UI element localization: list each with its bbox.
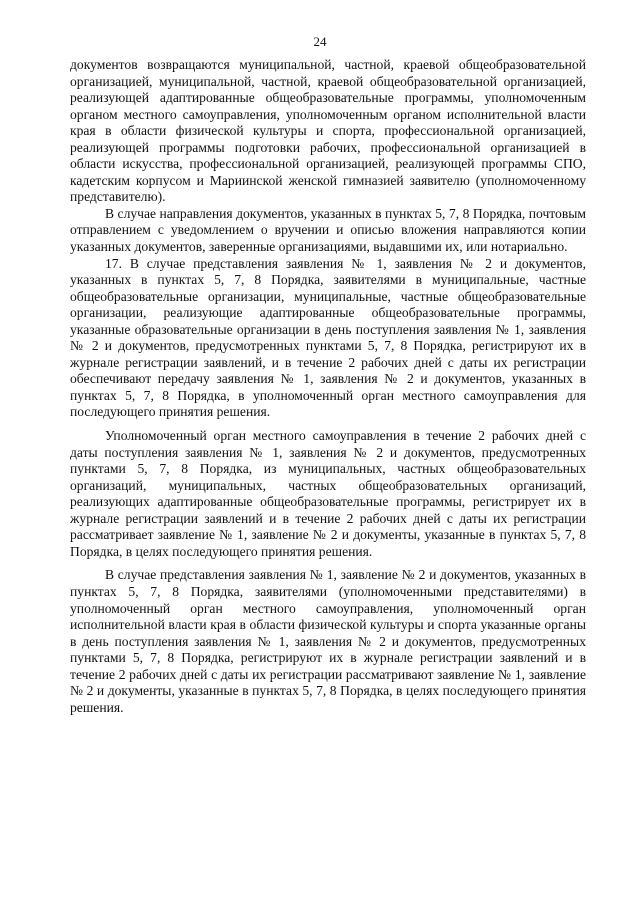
document-body (70, 57, 586, 716)
paragraph-continuation: документов возвращаются муниципальной, частной, краевой общеобразовательной организацией, муниципальной, частной, краевой общеобразовательной организацией, реализующей адаптированные общеобразовательные программы, уполномоченным органом местного самоуправления, уполномоченным органом исполнительной власти края в области физической культуры и спорта, профессиональной организацией, реализующей программы подготовки рабочих, профессиональной организацией в области искусства, профессиональной организацией, реализующей программы СПО, кадетским корпусом и Мариинской женской гимназией заявителю (уполномоченному представителю). (70, 57, 586, 205)
paragraph-authorized-representatives: В случае представления заявления № 1, заявление № 2 и документов, указанных в пунктах 5, 7, 8 Порядка, заявителями (уполномоченными представителями) в уполномоченный орган местного самоуправления, уполномоченный орган исполнительной власти края в области физической культуры и спорта указанные органы в день поступления заявления № 1, заявления № 2 и документов, предусмотренных пунктами 5, 7, 8 Порядка, регистрируют их в журнале регистрации заявлений и в течение 2 рабочих дней с даты их регистрации рассматривают заявление № 1, заявление № 2 и документы, указанные в пунктах 5, 7, 8 Порядка, в целях последующего принятия решения. (70, 567, 586, 715)
paragraph-local-authority: Уполномоченный орган местного самоуправления в течение 2 рабочих дней с даты поступления заявления № 1, заявления № 2 и документов, предусмотренных пунктами 5, 7, 8 Порядка, из муниципальных, частных общеобразовательных организаций, муниципальных, частных общеобразовательных организаций, реализующих адаптированные общеобразовательные программы, регистрирует их в журнале регистрации заявлений и в течение 2 рабочих дней с даты их регистрации рассматривает заявление № 1, заявление № 2 и документы, указанные в пунктах 5, 7, 8 Порядка, в целях последующего принятия решения. (70, 428, 586, 559)
page-number: 24 (313, 34, 327, 49)
paragraph-postal-submission: В случае направления документов, указанных в пунктах 5, 7, 8 Порядка, почтовым отправлением с уведомлением о вручении и описью вложения направляются копии указанных документов, заверенные организациями, выдавшими их, или нотариально. (70, 205, 586, 255)
paragraph-clause-17: 17. В случае представления заявления № 1, заявления № 2 и документов, указанных в пунктах 5, 7, 8 Порядка, заявителями в муниципальные, частные общеобразовательные организации, муниципальные, частные общеобразовательные организации, реализующие адаптированные общеобразовательные программы, указанные образовательные организации в день поступления заявления № 1, заявления № 2 и документов, предусмотренных пунктами 5, 7, 8 Порядка, регистрируют их в журнале регистрации заявлений, и в течение 2 рабочих дней с даты их регистрации обеспечивают передачу заявления № 1, заявления № 2 и документов, указанных в пунктах 5, 7, 8 Порядка, в уполномоченный орган местного самоуправления для последующего принятия решения. (70, 255, 586, 420)
